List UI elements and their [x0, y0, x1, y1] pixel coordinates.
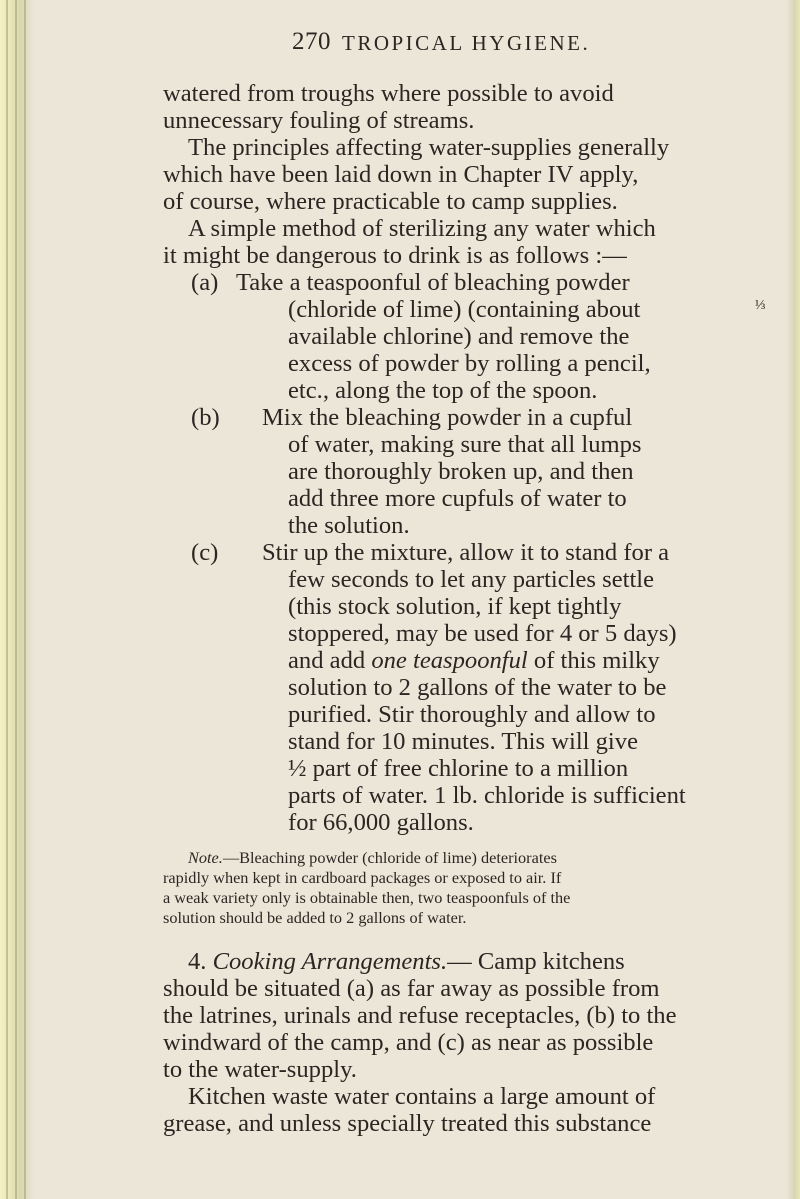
text-line: to the water-supply. — [163, 1056, 357, 1083]
text-run: and add — [288, 647, 366, 674]
note-label: Note. — [188, 848, 223, 867]
section-heading: Cooking Arrangements. — [212, 948, 448, 975]
fraction-half: ½ — [288, 755, 307, 782]
note-line: a weak variety only is obtainable then, two teaspoonfuls of the — [163, 888, 571, 907]
text-line: stand for 10 minutes. This will give — [288, 728, 638, 755]
text-line: stoppered, may be used for 4 or 5 days) — [288, 620, 677, 647]
section-number: 4. — [188, 948, 207, 975]
text-line: unnecessary fouling of streams. — [163, 107, 475, 134]
binding-gutter — [0, 0, 34, 1199]
text-line: A simple method of sterilizing any water which — [188, 215, 656, 242]
list-marker-b: (b) — [191, 404, 220, 431]
note-line: solution should be added to 2 gallons of water. — [163, 908, 467, 927]
running-head: TROPICAL HYGIENE. — [342, 31, 591, 55]
text-line: etc., along the top of the spoon. — [288, 377, 598, 404]
page-number: 270 — [292, 28, 331, 55]
text-line: for 66,000 gallons. — [288, 809, 474, 836]
text-run: — Camp kitchens — [447, 948, 625, 975]
text-line — [288, 755, 628, 783]
text-line: which have been laid down in Chapter IV apply, — [163, 161, 639, 188]
text-line: the solution. — [288, 512, 410, 539]
note-line: rapidly when kept in cardboard packages or exposed to air. If — [163, 868, 562, 887]
note-line — [188, 848, 557, 868]
text-line: it might be dangerous to drink is as follows :— — [163, 242, 627, 269]
text-line: watered from troughs where possible to avoid — [163, 80, 614, 107]
text-line: (chloride of lime) (containing about — [288, 296, 641, 323]
text-line: excess of powder by rolling a pencil, — [288, 350, 651, 377]
section-heading-line — [188, 948, 625, 976]
text-line: of water, making sure that all lumps — [288, 431, 642, 458]
emphasis-text: one teaspoonful — [371, 647, 528, 674]
text-line: should be situated (a) as far away as possible from — [163, 975, 660, 1002]
text-line: windward of the camp, and (c) as near as possible — [163, 1029, 654, 1056]
text-line: Kitchen waste water contains a large amount of — [188, 1083, 656, 1110]
text-run: —Bleaching powder (chloride of lime) deteriorates — [222, 848, 557, 867]
page-header — [292, 28, 692, 60]
page-edge — [786, 0, 800, 1199]
text-line: parts of water. 1 lb. chloride is sufficient — [288, 782, 686, 809]
text-line: Take a teaspoonful of bleaching powder — [236, 269, 630, 296]
text-line: few seconds to let any particles settle — [288, 566, 655, 593]
text-line: solution to 2 gallons of the water to be — [288, 674, 667, 701]
text-line: available chlorine) and remove the — [288, 323, 630, 350]
text-line: Stir up the mixture, allow it to stand for a — [262, 539, 670, 566]
text-line — [288, 647, 660, 675]
text-line: The principles affecting water-supplies generally — [188, 134, 670, 161]
text-line: are thoroughly broken up, and then — [288, 458, 634, 485]
text-line: (this stock solution, if kept tightly — [288, 593, 622, 620]
text-run: part of free chlorine to a million — [312, 755, 629, 782]
text-line: of course, where practicable to camp supplies. — [163, 188, 618, 215]
text-line: purified. Stir thoroughly and allow to — [288, 701, 656, 728]
text-line: add three more cupfuls of water to — [288, 485, 627, 512]
list-marker-c: (c) — [191, 539, 219, 566]
text-run: of this milky — [533, 647, 660, 674]
list-marker-a: (a) — [191, 269, 219, 296]
text-line: the latrines, urinals and refuse receptacles, (b) to the — [163, 1002, 677, 1029]
fraction-third: ⅓ — [755, 298, 766, 313]
text-line: grease, and unless specially treated this substance — [163, 1110, 652, 1137]
text-line: Mix the bleaching powder in a cupful — [262, 404, 633, 431]
